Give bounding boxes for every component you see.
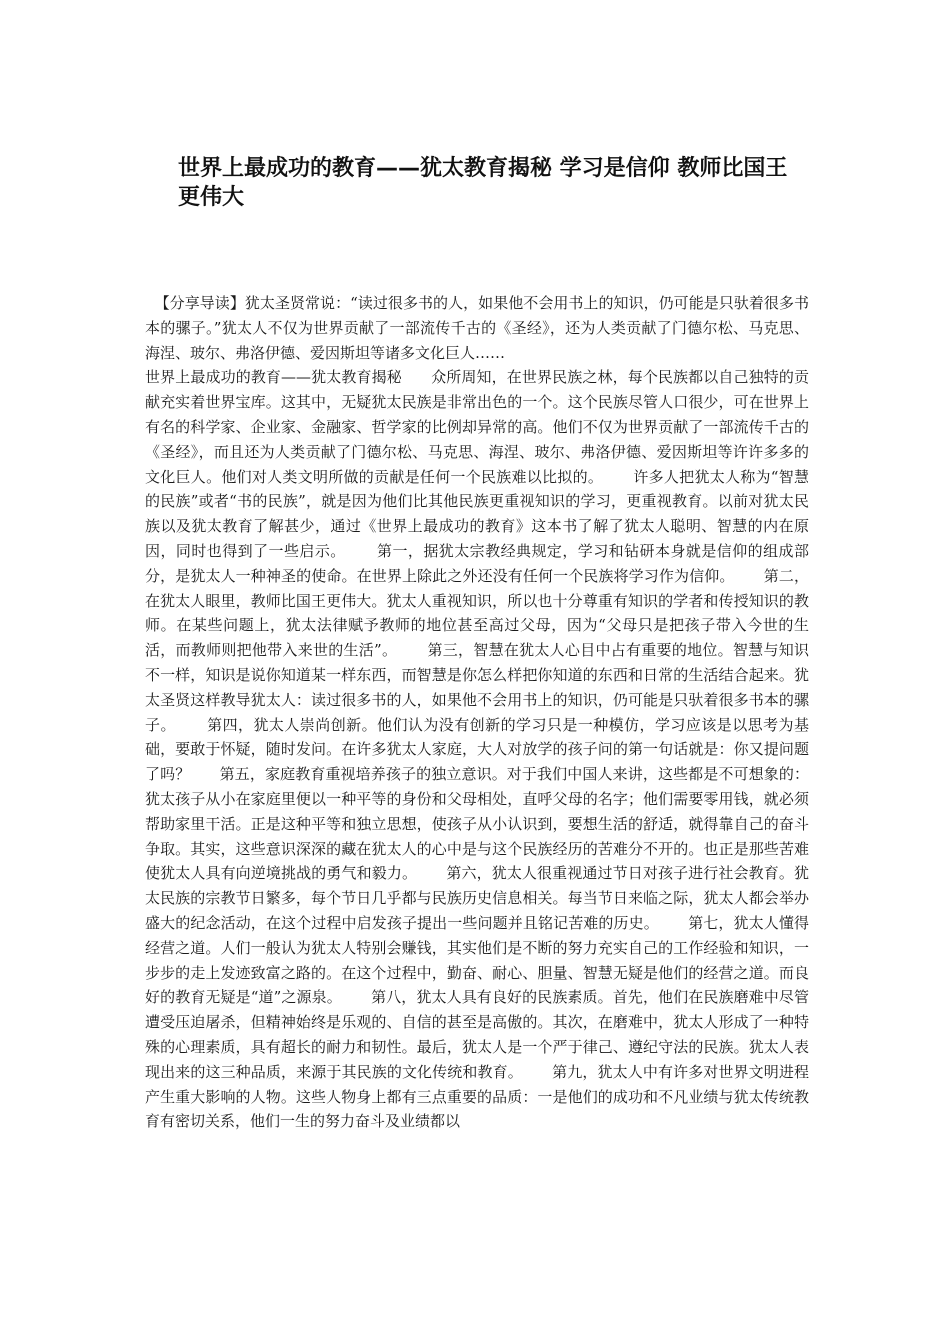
paragraph-text: 第五，家庭教育重视培养孩子的独立意识。对于我们中国人来讲，这些都是不可想象的：犹太孩子从小在家庭里便以一种平等的身份和父母相处，直呼父母的名字；他们需要零用钱，就必须帮助家里干活。正是这种平等和独立思想，使孩子从小认识到，要想生活的舒适，就得靠自己的奋斗争取。其实，这些意识深深的藏在犹太人的心中是与这个民族经历的苦难分不开的。也正是那些苦难使犹太人具有向逆境挑战的勇气和毅力。 xyxy=(145,765,809,883)
paragraph-text: 第八，犹太人具有良好的民族素质。首先，他们在民族磨难中尽管遭受压迫屠杀，但精神始终是乐观的、自信的甚至是高傲的。其次，在磨难中，犹太人形成了一种特殊的心理素质，具有超长的耐力和韧性。最后，犹太人是一个严于律己、遵纪守法的民族。犹太人表现出来的这三种品质，来源于其民族的文化传统和教育。 xyxy=(145,988,810,1081)
document-title: 世界上最成功的教育——犹太教育揭秘 学习是信仰 教师比国王更伟大 xyxy=(178,156,788,210)
intro-paragraph xyxy=(145,291,809,365)
paragraph-text: 第二，在犹太人眼里，教师比国王更伟大。犹太人重视知识，所以也十分尊重有知识的学者和传授知识的教师。在某些问题上，犹太法律赋予教师的地位甚至高过父母，因为“父母只是把孩子带入今世的生活，而教师则把他带入来世的生活”。 xyxy=(145,566,809,660)
paragraph-text: 第六，犹太人很重视通过节日对孩子进行社会教育。犹太民族的宗教节日繁多，每个节日几乎都与民族历史信息相关。每当节日来临之际，犹太人都会举办盛大的纪念活动，在这个过程中启发孩子提出一些问题并且铭记苦难的历史。 xyxy=(145,864,809,932)
paragraph-text: 许多人把犹太人称为“智慧的民族”或者“书的民族”，就是因为他们比其他民族更重视知识的学习，更重视教育。以前对犹太民族以及犹太教育了解甚少，通过《世界上最成功的教育》这本书了解了犹太人聪明、智慧的内在原因，同时也得到了一些启示。 xyxy=(145,467,810,560)
paragraph-text: 第七，犹太人懂得经营之道。人们一般认为犹太人特别会赚钱，其实他们是不断的努力充实自己的工作经验和知识，一步步的走上发迹致富之路的。在这个过程中，勤奋、耐心、胆量、智慧无疑是他们的经营之道。而良好的教育无疑是“道”之源泉。 xyxy=(145,913,809,1007)
intro-text: 【分享导读】犹太圣贤常说：“读过很多书的人，如果他不会用书上的知识，仍可能是只驮着很多书本的骡子。”犹太人不仅为世界贡献了一部流传千古的《圣经》，还为人类贡献了门德尔松、马克思、海涅、玻尔、弗洛伊德、爱因斯坦等诸多文化巨人…… xyxy=(145,294,809,362)
paragraph-text: 第三，智慧在犹太人心目中占有重要的地位。智慧与知识不一样，知识是说你知道某一样东西，而智慧是你怎么样把你知道的东西和日常的生活结合起来。犹太圣贤这样教导犹太人：读过很多书的人，如果他不会用书上的知识，仍可能是只驮着很多书本的骡子。 xyxy=(145,641,809,734)
paragraph-text: 第九，犹太人中有许多对世界文明进程产生重大影响的人物。这些人物身上都有三点重要的品质：一是他们的成功和不凡业绩与犹太传统教育有密切关系，他们一生的努力奋斗及业绩都以 xyxy=(145,1062,809,1131)
paragraph-text: 第四，犹太人崇尚创新。他们认为没有创新的学习只是一种模仿，学习应该是以思考为基础，要敢于怀疑，随时发问。在许多犹太人家庭，大人对放学的孩子问的第一句话就是：你又提问题了吗？ xyxy=(145,715,809,784)
body-paragraph xyxy=(145,365,809,1134)
paragraph-text: 第一，据犹太宗教经典规定，学习和钻研本身就是信仰的组成部分，是犹太人一种神圣的使命。在世界上除此之外还没有任何一个民族将学习作为信仰。 xyxy=(145,541,809,585)
paragraph-text: 众所周知，在世界民族之林，每个民族都以自己独特的贡献充实着世界宝库。这其中，无疑犹太民族是非常出色的一个。这个民族尽管人口很少，可在世界上有名的科学家、企业家、金融家、哲学家的比例却异常的高。他们不仅为世界贡献了一部流传千古的《圣经》，而且还为人类贡献了门德尔松、马克思、海涅、玻尔、弗洛伊德、爱因斯坦等许许多多的文化巨人。他们对人类文明所做的贡献是任何一个民族难以比拟的。 xyxy=(145,368,809,486)
body-heading: 世界上最成功的教育——犹太教育揭秘 xyxy=(145,368,402,387)
article-body xyxy=(145,291,809,1134)
